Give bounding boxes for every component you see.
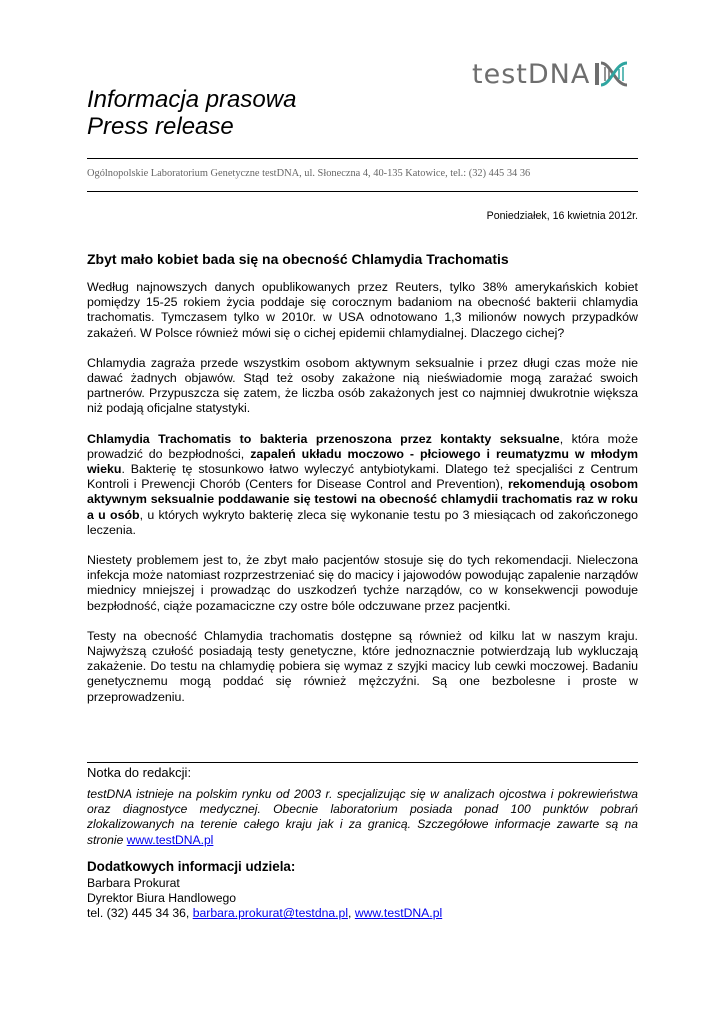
website-link[interactable]: www.testDNA.pl [126, 832, 214, 847]
website-link[interactable]: www.testDNA.pl [354, 906, 443, 921]
paragraph-3 [87, 432, 638, 538]
dna-helix-icon [595, 59, 631, 89]
logo-wordmark: testDNA [472, 58, 591, 90]
document-title [87, 86, 296, 140]
contact-separator: , [348, 906, 355, 921]
article-body [87, 280, 638, 720]
text-run: , która może prowadzić do bezpłodności, [87, 431, 638, 461]
header-rule-bottom [87, 191, 638, 192]
header-rule-top [87, 158, 638, 159]
paragraph-5: Testy na obecność Chlamydia trachomatis dostępne są również od kilku lat w naszym kraju. Najwyższą czułość posiadają testy genetyczne, które jednoznacznie potwierdzają lub wykluczają zakażenie. Do testu na chlamydię pobiera się wymaz z szyjki macicy lub cewki moczowej. Badaniu genetycznemu mogą poddać się również mężczyźni. Są one bezbolesne i proste w przeprowadzeniu. [87, 628, 638, 704]
testdna-logo [472, 56, 647, 92]
note-rule [87, 762, 638, 763]
paragraph-2: Chlamydia zagraża przede wszystkim osobom aktywnym seksualnie i przez długi czas może nie dawać żadnych objawów. Stąd też osoby zakażone nią nieświadomie mogą zarażać swoich partnerów. Przypuszcza się zatem, że liczba osób zakażonych jest co najmniej dwukrotnie większa niż podają oficjalne statystyki. [87, 355, 638, 416]
title-polish: Informacja prasowa [87, 86, 297, 113]
article-headline: Zbyt mało kobiet bada się na obecność Chlamydia Trachomatis [87, 251, 509, 267]
title-english: Press release [87, 113, 234, 140]
bold-phrase: zapaleń układu moczowo - płciowego i reumatyzmu w młodym wieku [87, 446, 638, 477]
bold-phrase: Chlamydia Trachomatis to bakteria przenoszona przez kontakty seksualne [87, 431, 560, 446]
company-address: Ogólnopolskie Laboratorium Genetyczne testDNA, ul. Słoneczna 4, 40-135 Katowice, tel.: (32) 445 34 36 [87, 168, 531, 179]
paragraph-4: Niestety problemem jest to, że zbyt mało pacjentów stosuje się do tych rekomendacji. Nieleczona infekcja może natomiast rozprzestrzeniać się do macicy i jajowodów powodując zapalenie narządów miednicy mniejszej i prowadząc do uszkodzeń tychże narządów, co w konsekwencji powoduje bezpłodność, ciąże pozamaciczne czy ostre bóle odczuwane przez pacjentki. [87, 553, 638, 613]
contact-details [87, 876, 442, 922]
contact-line [87, 906, 442, 921]
paragraph-1: Według najnowszych danych opublikowanych przez Reuters, tylko 38% amerykańskich kobiet pomiędzy 15-25 rokiem życia poddaje się corocznym badaniom na obecność bakterii chlamydia trachomatis. Tymczasem tylko w 2010r. w USA odnotowano 1,3 milionów nowych przypadków zakażeń. W Polsce również mówi się o cichej epidemii chlamydialnej. Dlaczego cichej? [87, 280, 638, 340]
release-date: Poniedziałek, 16 kwietnia 2012r. [486, 210, 638, 222]
note-text [87, 787, 638, 848]
contact-role: Dyrektor Biura Handlowego [87, 891, 237, 906]
note-heading: Notka do redakcji: [87, 765, 192, 780]
contact-name: Barbara Prokurat [87, 876, 180, 890]
text-run: . Bakterię tę stosunkowo łatwo wyleczyć antybiotykami. Dlatego też specjaliści z Centrum Kontroli i Prewencji Chorób (Centers for Disease Control and Prevention), [87, 462, 638, 492]
email-link[interactable]: barbara.prokurat@testdna.pl [192, 906, 349, 921]
text-run: , u których wykryto bakterię zleca się wykonanie testu po 3 miesiącach od zakończonego leczenia. [87, 507, 638, 537]
contact-heading: Dodatkowych informacji udziela: [87, 859, 296, 874]
contact-phone: tel. (32) 445 34 36, [87, 906, 193, 921]
note-body: testDNA istnieje na polskim rynku od 2003 r. specjalizując się w analizach ojcostwa i pokrewieństwa oraz diagnostyce medycznej. Obecnie laboratorium posiada ponad 100 punktów pobrań zlokalizowanych na terenie całego kraju jak i za granicą. Szczegółowe informacje zawarte są na stronie [87, 787, 638, 847]
bold-phrase: rekomendują osobom aktywnym seksualnie poddawanie się testowi na obecność chlamydii trachomatis raz w roku a u osób [87, 477, 639, 522]
